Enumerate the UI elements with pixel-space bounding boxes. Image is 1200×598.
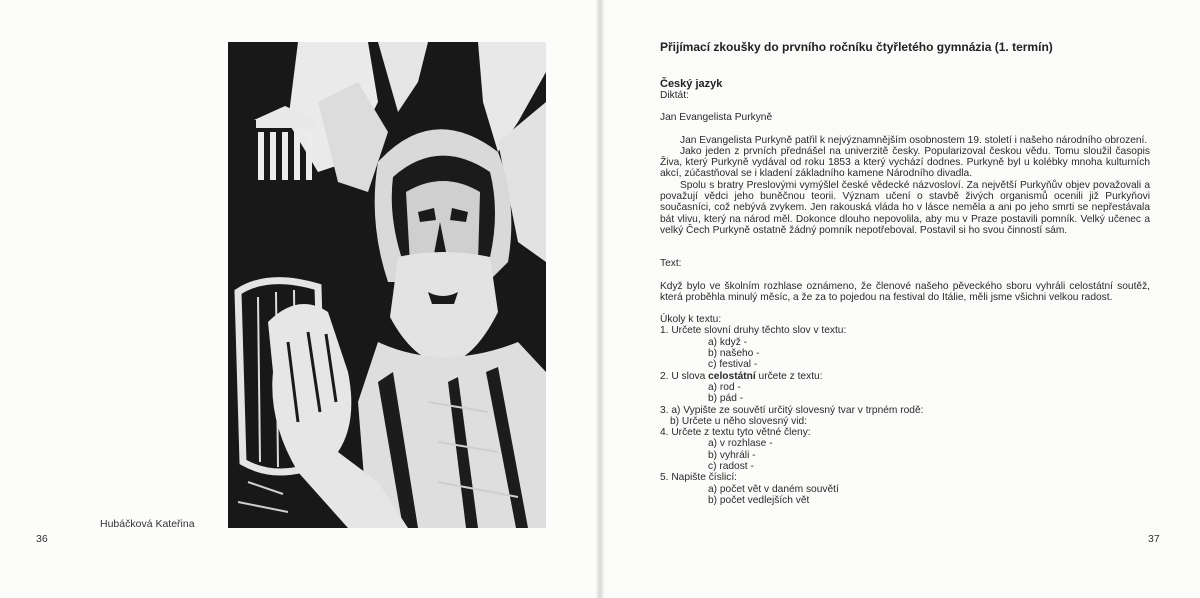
dictation-paragraph: Spolu s bratry Preslovými vymýšlel české vědecké názvosloví. Za největší Purkyňův objev považovali a považují vědci jeho buněčnou teorii. Význam učení o stavbě živých organismů ocenili již Purkyňovi současníci, což nebývá zvykem. Jen rakouská vláda ho v lásce neměla a ani po jeho smrti se nepřestávala bát vlivu, který na národ měl. Dokonce dlouho nepovolila, aby mu v Praze postavili pomník. Velký učenec a velký Čech Purkyně ostatně žádný pomník nepotřeboval. Postavil si ho svou činností sám. xyxy=(660,179,1150,236)
task-item: 4. Určete z textu tyto větné členy: xyxy=(660,427,811,439)
woodcut-portrait-illustration xyxy=(228,42,546,528)
dictation-paragraph: Jan Evangelista Purkyně patřil k nejvýznamnějším osobnostem 19. století i našeho národního obrození. xyxy=(680,134,1148,146)
task-item xyxy=(660,371,1150,382)
task-item: c) radost - xyxy=(708,461,754,473)
task-item: b) Určete u něho slovesný vid: xyxy=(670,415,808,427)
task-item: 3. a) Vypište ze souvětí určitý slovesný tvar v trpném rodě: xyxy=(660,404,924,416)
task-item: 1. Určete slovní druhy těchto slov v textu: xyxy=(660,325,847,337)
page-number-right: 37 xyxy=(1148,533,1160,545)
task-item: b) našeho - xyxy=(708,348,760,360)
tasks-label: Úkoly k textu: xyxy=(660,314,722,326)
dictation-label: Diktát: xyxy=(660,90,689,101)
dictation-paragraph: Jako jeden z prvních přednášel na univerzitě česky. Popularizoval českou vědu. Tomu sloužil časopis Živa, který Purkyně vydával od roku 1853 a který vychází dodnes. Purkyně byl u kolébky mnoha kulturních akcí, zúčastňoval se i kladení základního kamene Národního divadla. xyxy=(660,145,1150,180)
tasks-list xyxy=(660,325,1150,506)
left-page xyxy=(0,0,598,598)
task-item: b) pád - xyxy=(708,393,744,405)
book-gutter xyxy=(596,0,604,598)
dictation-title: Jan Evangelista Purkyně xyxy=(660,112,773,124)
task-item: a) počet vět v daném souvětí xyxy=(708,483,839,495)
task-text-after: určete z textu: xyxy=(755,370,823,382)
task-item: b) vyhráli - xyxy=(708,449,756,461)
illustration-caption: Hubáčková Kateřina xyxy=(100,518,195,530)
subject-heading: Český jazyk xyxy=(660,78,723,90)
task-item: a) když - xyxy=(708,336,748,348)
task-text: 2. U slova xyxy=(660,370,709,382)
task-item: a) v rozhlase - xyxy=(708,438,773,450)
right-page-content xyxy=(660,40,1150,506)
task-item: a) rod - xyxy=(708,381,741,393)
task-item: c) festival - xyxy=(708,359,758,371)
task-keyword: celostátní xyxy=(708,370,756,382)
task-item: b) počet vedlejších vět xyxy=(708,494,810,506)
task-item: 5. Napište číslicí: xyxy=(660,472,737,484)
illustration-drawing xyxy=(228,42,546,528)
page-number-left: 36 xyxy=(36,533,48,545)
page-title: Přijímací zkoušky do prvního ročníku čtyřletého gymnázia (1. termín) xyxy=(660,40,1053,54)
text-body: Když bylo ve školním rozhlase oznámeno, že členové našeho pěveckého sboru vyhráli celostátní soutěž, která proběhla minulý měsíc, a že za to pojedou na festival do Itálie, měli jsme všichni velkou radost. xyxy=(660,280,1150,303)
text-label: Text: xyxy=(660,258,682,270)
